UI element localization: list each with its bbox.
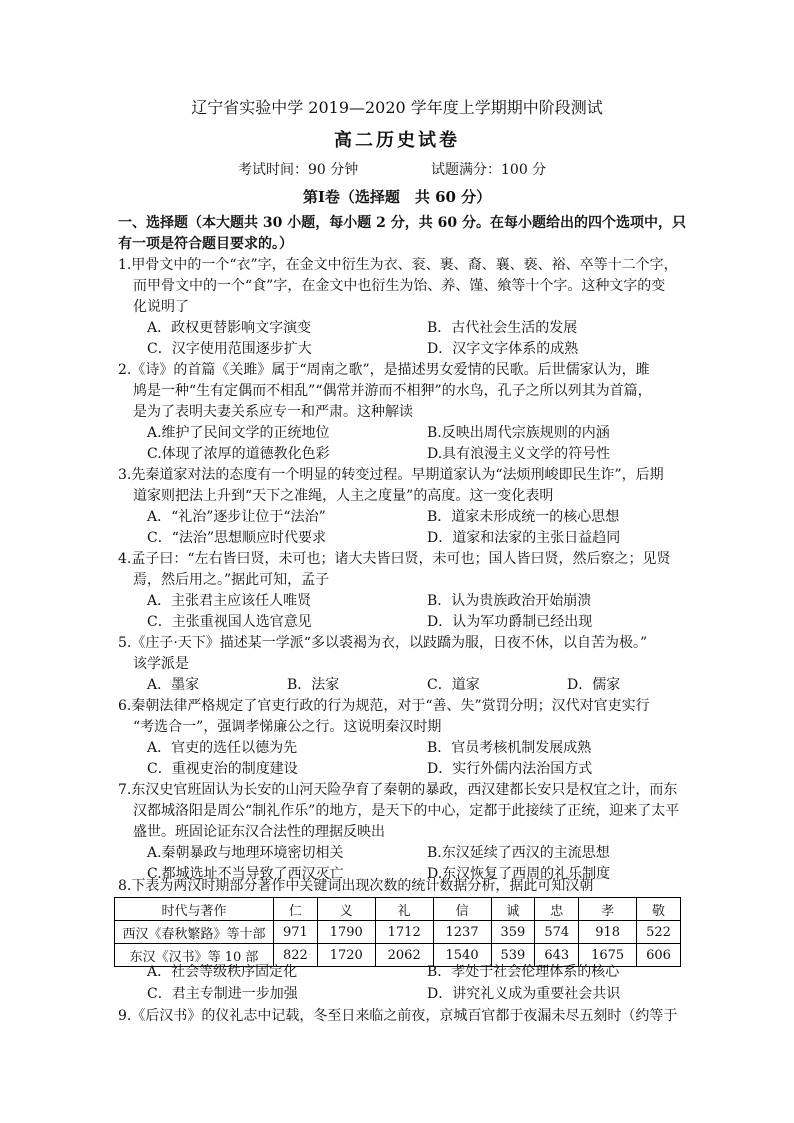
question-1-stem-1: 1.甲骨文中的一个“衣”字，在金文中衍生为衣、衮、裹、裔、襄、亵、裕、卒等十二个字， <box>118 257 678 273</box>
table-cell: 东汉《汉书》等 10 部 <box>115 944 274 967</box>
section-instruction-line-2: 有一项是符合题目要求的。） <box>118 236 293 252</box>
question-2-option-c: C.体现了浓厚的道德教化色彩 <box>147 446 330 462</box>
question-6-stem-2: “考选合一”，强调孝悌廉公之行。这说明秦汉时期 <box>133 719 442 735</box>
question-3-stem-2: 道家则把法上升到“天下之准绳，人主之度量”的高度。这一变化表明 <box>133 488 554 504</box>
question-2-stem-2: 鸠是一种“生有定偶而不相乱”“偶常并游而不相狎”的水鸟，孔子之所以列其为首篇， <box>133 383 652 399</box>
question-7-option-a: A.秦朝暴政与地理环境密切相关 <box>147 845 344 861</box>
table-cell: 359 <box>491 921 535 944</box>
question-2-option-d: D.具有浪漫主义文学的符号性 <box>427 446 611 462</box>
question-1-stem-2: 而甲骨文中的一个“食”字，在金文中也衍生为饴、养、馑、飨等十个字。这种文字的变 <box>133 278 666 294</box>
section-instruction-line-1: 一、选择题（本大题共 30 小题，每小题 2 分，共 60 分。在每小题给出的四个选项中，只 <box>118 215 686 231</box>
question-9-stem-1: 9.《后汉书》的仪礼志中记载，冬至日来临之前夜，京城百官都于夜漏未尽五刻时（约等于 <box>118 1008 678 1024</box>
question-4-option-d: D．认为军功爵制已经出现 <box>427 614 593 630</box>
question-3-option-a: A．“礼治”逐步让位于“法治” <box>147 509 326 525</box>
question-3-option-b: B．道家未形成统一的核心思想 <box>427 509 620 525</box>
table-header-cell: 信 <box>433 898 491 921</box>
question-7-option-b: B.东汉延续了西汉的主流思想 <box>427 845 610 861</box>
question-5-stem-1: 5.《庄子·天下》描述某一学派“多以裘褐为衣，以跂蹻为服，日夜不休，以自苦为极。” <box>118 635 648 651</box>
question-2-stem-3: 是为了表明夫妻关系应专一和严肃。这种解读 <box>133 404 413 420</box>
question-6-stem-1: 6.秦朝法律严格规定了官吏行政的行为规范，对于“善、失”赏罚分明；汉代对官吏实行 <box>118 698 650 714</box>
table-header-cell: 仁 <box>274 898 318 921</box>
table-row <box>115 921 681 944</box>
table-header-cell: 礼 <box>375 898 433 921</box>
question-4-option-b: B．认为贵族政治开始崩溃 <box>427 593 592 609</box>
question-5-option-d: D．儒家 <box>567 677 621 693</box>
question-1-option-a: A．政权更替影响文字演变 <box>147 320 312 336</box>
table-cell: 918 <box>579 921 637 944</box>
table-header-cell: 时代与著作 <box>115 898 274 921</box>
table-cell: 1237 <box>433 921 491 944</box>
question-5-option-b: B．法家 <box>287 677 340 693</box>
question-8-option-a: A．社会等级秩序固定化 <box>147 964 298 980</box>
question-4-option-c: C．主张重视国人选官意见 <box>147 614 312 630</box>
subject-title: 高二历史试卷 <box>334 130 460 151</box>
table-cell: 1720 <box>317 944 375 967</box>
question-4-stem-1: 4.孟子曰：“左右皆曰贤，未可也；诸大夫皆曰贤，未可也；国人皆曰贤，然后察之；见贤 <box>118 551 671 567</box>
table-cell: 574 <box>535 921 579 944</box>
question-8-option-d: D．讲究礼义成为重要社会共识 <box>427 986 621 1002</box>
table-header-cell: 孝 <box>579 898 637 921</box>
question-8-stem-1: 8.下表为两汉时期部分著作中关键词出现次数的统计数据分析，据此可知汉朝 <box>118 878 594 894</box>
question-8-option-c: C．君主专制进一步加强 <box>147 986 298 1002</box>
table-header-cell: 义 <box>317 898 375 921</box>
question-1-option-c: C．汉字使用范围逐步扩大 <box>147 341 312 357</box>
table-header-cell: 敬 <box>637 898 681 921</box>
school-title: 辽宁省实验中学 2019—2020 学年度上学期期中阶段测试 <box>191 98 603 117</box>
table-header-cell: 诚 <box>491 898 535 921</box>
question-6-option-a: A．官吏的选任以德为先 <box>147 740 298 756</box>
question-1-option-b: B．古代社会生活的发展 <box>427 320 578 336</box>
table-cell: 西汉《春秋繁路》等十部 <box>115 921 274 944</box>
question-1-stem-3: 化说明了 <box>133 299 189 315</box>
question-6-option-d: D．实行外儒内法治国方式 <box>427 761 593 777</box>
question-4-option-a: A．主张君主应该任人唯贤 <box>147 593 312 609</box>
table-cell: 1675 <box>579 944 637 967</box>
question-3-stem-1: 3.先秦道家对法的态度有一个明显的转变过程。早期道家认为“法烦刑峻即民生诈”，后期 <box>118 467 664 483</box>
table-cell: 1540 <box>433 944 491 967</box>
question-5-option-a: A．墨家 <box>147 677 200 693</box>
question-7-stem-1: 7.东汉史官班固认为长安的山河天险孕育了秦朝的暴政，西汉建都长安只是权宜之计，而东 <box>118 782 678 798</box>
question-2-stem-1: 2.《诗》的首篇《关雎》属于“周南之歌”，是描述男女爱情的民歌。后世儒家认为，雎 <box>118 362 650 378</box>
table-cell: 1790 <box>317 921 375 944</box>
table-cell: 606 <box>637 944 681 967</box>
question-7-stem-3: 盛世。班固论证东汉合法性的理据反映出 <box>133 824 385 840</box>
table-cell: 643 <box>535 944 579 967</box>
question-7-stem-2: 汉都城洛阳是周公“制礼作乐”的地方，是天下的中心，定都于此接续了正统，迎来了太平 <box>133 803 680 819</box>
question-6-option-b: B．官员考核机制发展成熟 <box>427 740 592 756</box>
volume-title: 第Ⅰ卷（选择题 共 60 分） <box>302 188 492 206</box>
full-score: 试题满分：100 分 <box>431 162 547 178</box>
table-cell: 822 <box>274 944 318 967</box>
table-cell: 539 <box>491 944 535 967</box>
table-header-cell: 忠 <box>535 898 579 921</box>
question-2-option-a: A.维护了民间文学的正统地位 <box>147 425 330 441</box>
table-header-row <box>115 898 681 921</box>
question-8-option-b: B．孝处于社会伦理体系的核心 <box>427 964 620 980</box>
table-cell: 971 <box>274 921 318 944</box>
question-4-stem-2: 焉，然后用之。”据此可知，孟子 <box>133 572 330 588</box>
question-7-option-c: C.都城选址不当导致了西汉灭亡 <box>147 866 344 882</box>
keyword-stats-table <box>114 897 681 967</box>
question-3-option-c: C．“法治”思想顺应时代要求 <box>147 530 327 546</box>
question-6-option-c: C．重视吏治的制度建设 <box>147 761 298 777</box>
table-cell: 2062 <box>375 944 433 967</box>
question-7-option-d: D.东汉恢复了西周的礼乐制度 <box>427 866 611 882</box>
table-cell: 1712 <box>375 921 433 944</box>
question-5-option-c: C．道家 <box>427 677 480 693</box>
question-5-stem-2: 该学派是 <box>133 656 189 672</box>
question-2-option-b: B.反映出周代宗族规则的内涵 <box>427 425 610 441</box>
question-1-option-d: D．汉字文字体系的成熟 <box>427 341 579 357</box>
table-cell: 522 <box>637 921 681 944</box>
question-3-option-d: D．道家和法家的主张日益趋同 <box>427 530 621 546</box>
exam-time: 考试时间：90 分钟 <box>238 162 359 178</box>
